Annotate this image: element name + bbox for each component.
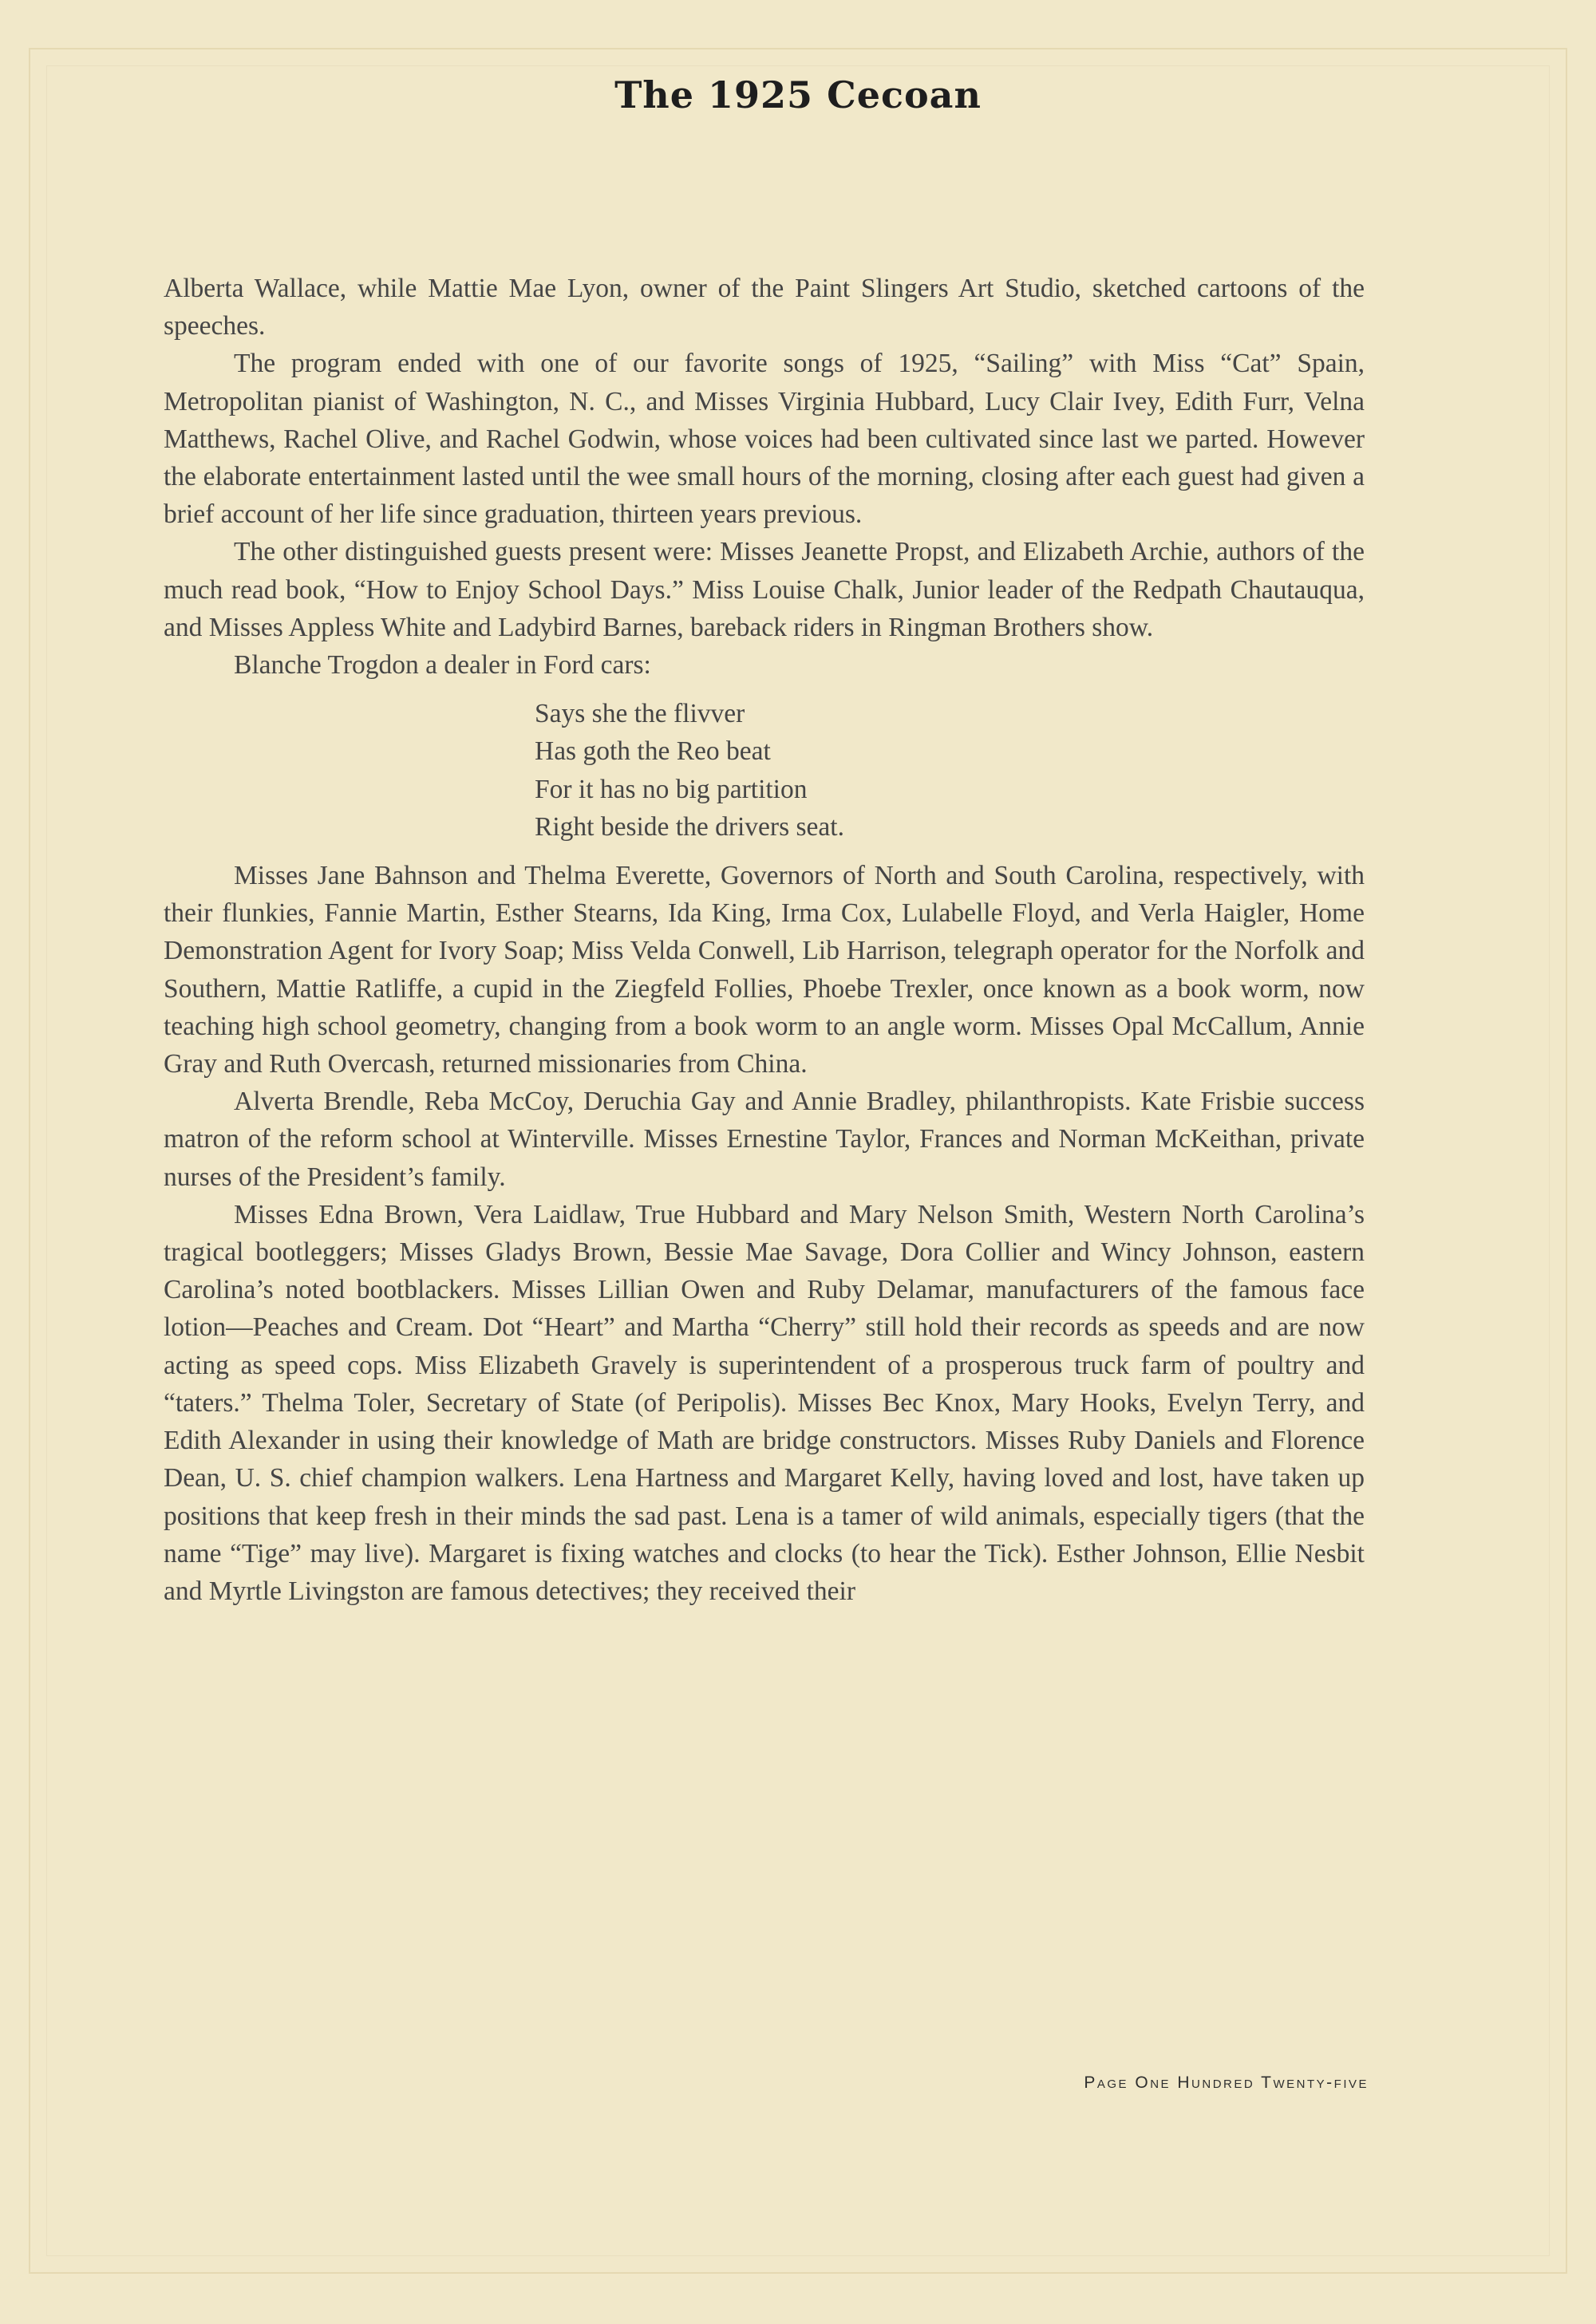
- verse: [535, 695, 1365, 846]
- page-header-title: The 1925 Cecoan: [614, 73, 982, 116]
- verse-line: Says she the flivver: [535, 699, 745, 729]
- paragraph-6: Alverta Brendle, Reba McCoy, Deruchia Gay and Annie Bradley, philanthropists. Kate Frisbie success matron of the reform school at Winterville. Misses Ernestine Taylor, Frances and Norman McKeithan, private nurses of the President’s family.: [164, 1087, 1365, 1192]
- verse-line: For it has no big partition: [535, 774, 808, 804]
- page-number: Page One Hundred Twenty-five: [1084, 2073, 1369, 2092]
- body-text: [164, 270, 1365, 1610]
- paragraph-5: Misses Jane Bahnson and Thelma Everette, Governors of North and South Carolina, respectively, with their flunkies, Fannie Martin, Esther Stearns, Ida King, Irma Cox, Lulabelle Floyd, and Verla Haigler, Home Demonstration Agent for Ivory Soap; Miss Velda Conwell, Lib Harrison, telegraph operator for the Norfolk and Southern, Mattie Ratliffe, a cupid in the Ziegfeld Follies, Phoebe Trexler, once known as a book worm, now teaching high school geometry, changing from a book worm to an angle worm. Misses Opal McCallum, Annie Gray and Ruth Overcash, returned missionaries from China.: [164, 861, 1365, 1079]
- paragraph-4: Blanche Trogdon a dealer in Ford cars:: [234, 650, 651, 681]
- verse-line: Right beside the drivers seat.: [535, 811, 844, 842]
- paragraph-1: Alberta Wallace, while Mattie Mae Lyon, owner of the Paint Slingers Art Studio, sketched cartoons of the speeches.: [164, 274, 1365, 341]
- verse-line: Has goth the Reo beat: [535, 736, 771, 767]
- paragraph-3: The other distinguished guests present were: Misses Jeanette Propst, and Elizabeth Archie, authors of the much read book, “How to Enjoy School Days.” Miss Louise Chalk, Junior leader of the Redpath Chautauqua, and Misses Appless White and Ladybird Barnes, bareback riders in Ringman Brothers show.: [164, 537, 1365, 642]
- paragraph-2: The program ended with one of our favorite songs of 1925, “Sailing” with Miss “Cat” Spain, Metropolitan pianist of Washington, N. C., and Misses Virginia Hubbard, Lucy Clair Ivey, Edith Furr, Velna Matthews, Rachel Olive, and Rachel Godwin, whose voices had been cultivated since last we parted. However the elaborate entertainment lasted until the wee small hours of the morning, closing after each guest had given a brief account of her life since graduation, thirteen years previous.: [164, 349, 1365, 530]
- paragraph-7: Misses Edna Brown, Vera Laidlaw, True Hubbard and Mary Nelson Smith, Western North Carolina’s tragical bootleggers; Misses Gladys Brown, Bessie Mae Savage, Dora Collier and Wincy Johnson, eastern Carolina’s noted bootblackers. Misses Lillian Owen and Ruby Delamar, manufacturers of the famous face lotion—Peaches and Cream. Dot “Heart” and Martha “Cherry” still hold their records as speeds and are now acting as speed cops. Miss Elizabeth Gravely is superintendent of a prosperous truck farm of poultry and “taters.” Thelma Toler, Secretary of State (of Peripolis). Misses Bec Knox, Mary Hooks, Evelyn Terry, and Edith Alexander in using their knowledge of Math are bridge constructors. Misses Ruby Daniels and Florence Dean, U. S. chief champion walkers. Lena Hartness and Margaret Kelly, having loved and lost, have taken up positions that keep fresh in their minds the sad past. Lena is a tamer of wild animals, especially tigers (that the name “Tige” may live). Margaret is fixing watches and clocks (to hear the Tick). Esther Johnson, Ellie Nesbit and Myrtle Livingston are famous detectives; they received their: [164, 1199, 1365, 1606]
